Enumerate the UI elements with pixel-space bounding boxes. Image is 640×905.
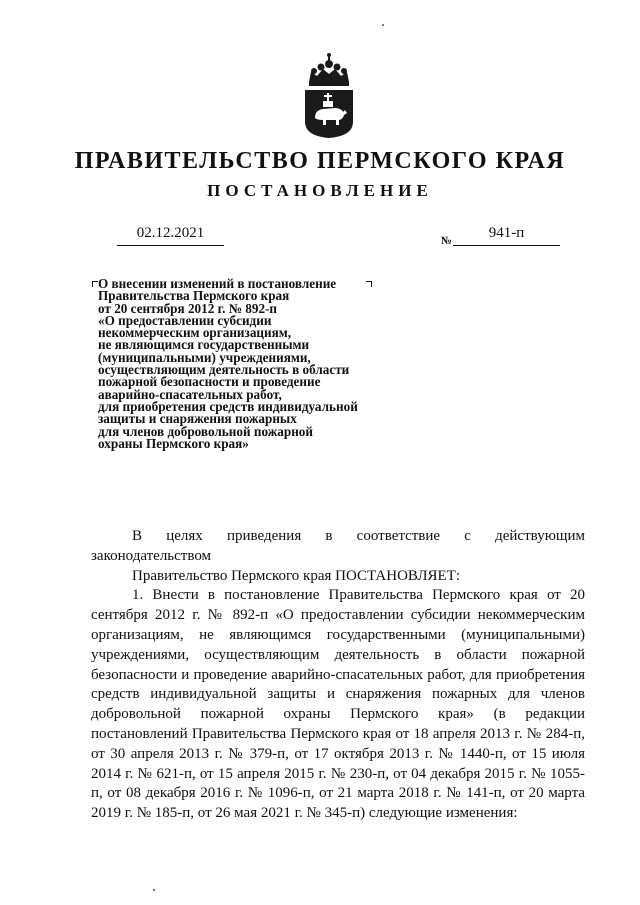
- government-title: ПРАВИТЕЛЬСТВО ПЕРМСКОГО КРАЯ: [74, 148, 566, 174]
- scan-speck: [382, 24, 384, 26]
- body-paragraph: В целях приведения в соответствие с действующим законодательством: [91, 528, 585, 564]
- document-type: ПОСТАНОВЛЕНИЕ: [207, 181, 433, 200]
- subject-line: осуществляющим деятельность в области: [98, 362, 350, 378]
- body-paragraph: Правительство Пермского края ПОСТАНОВЛЯЕТ:: [132, 567, 461, 584]
- subject-line: для приобретения средств индивидуальной: [98, 398, 358, 414]
- subject-line: не являющимся государственными: [98, 337, 310, 353]
- subject-line: от 20 сентября 2012 г. № 892-п: [98, 300, 278, 316]
- subject-line: для членов добровольной пожарной: [98, 423, 313, 439]
- coat-of-arms-icon: [301, 52, 357, 138]
- document-body: [91, 527, 585, 824]
- document-number: 941-п: [453, 225, 560, 246]
- subject-line: некоммерческим организациям,: [98, 325, 292, 341]
- subject-line: «О предоставлении субсидии: [98, 312, 272, 328]
- body-paragraph: 1. Внести в постановление Правительства Пермского края от 20 сентября 2012 г. № 892-п «О предоставлении субсидии некоммерческим организациям, не являющимся государственными (муниципальными) учреждениями, осуществляющим деятельность в области пожарной безопасности и проведение аварийно-спасательных работ, для приобретения средств индивидуальной защиты и снаряжения пожарных для членов добровольной пожарной охраны Пермского края» (в редакции постановлений Правительства Пермского края от 18 апреля 2013 г. № 284-п, от 30 апреля 2013 г. № 379-п, от 17 октября 2013 г. № 1440-п, от 15 июля 2014 г. № 621-п, от 15 апреля 2015 г. № 230-п, от 04 декабря 2015 г. № 1055-п, от 08 декабря 2016 г. № 1096-п, от 21 марта 2018 г. № 141-п, от 20 марта 2019 г. № 185-п, от 26 мая 2021 г. № 345-п) следующие изменения:: [91, 587, 585, 822]
- subject-line: охраны Пермского края»: [98, 435, 249, 451]
- document-date: 02.12.2021: [117, 225, 224, 246]
- subject-line: (муниципальными) учреждениями,: [98, 349, 311, 365]
- subject-line: пожарной безопасности и проведение: [98, 374, 321, 390]
- subject-line: защиты и снаряжения пожарных: [98, 411, 297, 427]
- subject-line: О внесении изменений в постановление: [98, 276, 337, 291]
- subject-line: Правительства Пермского края: [98, 288, 290, 304]
- scan-speck: [153, 889, 155, 891]
- subject-line: аварийно-спасательных работ,: [98, 386, 282, 402]
- number-sign: №: [441, 235, 453, 247]
- document-subject: [98, 278, 418, 450]
